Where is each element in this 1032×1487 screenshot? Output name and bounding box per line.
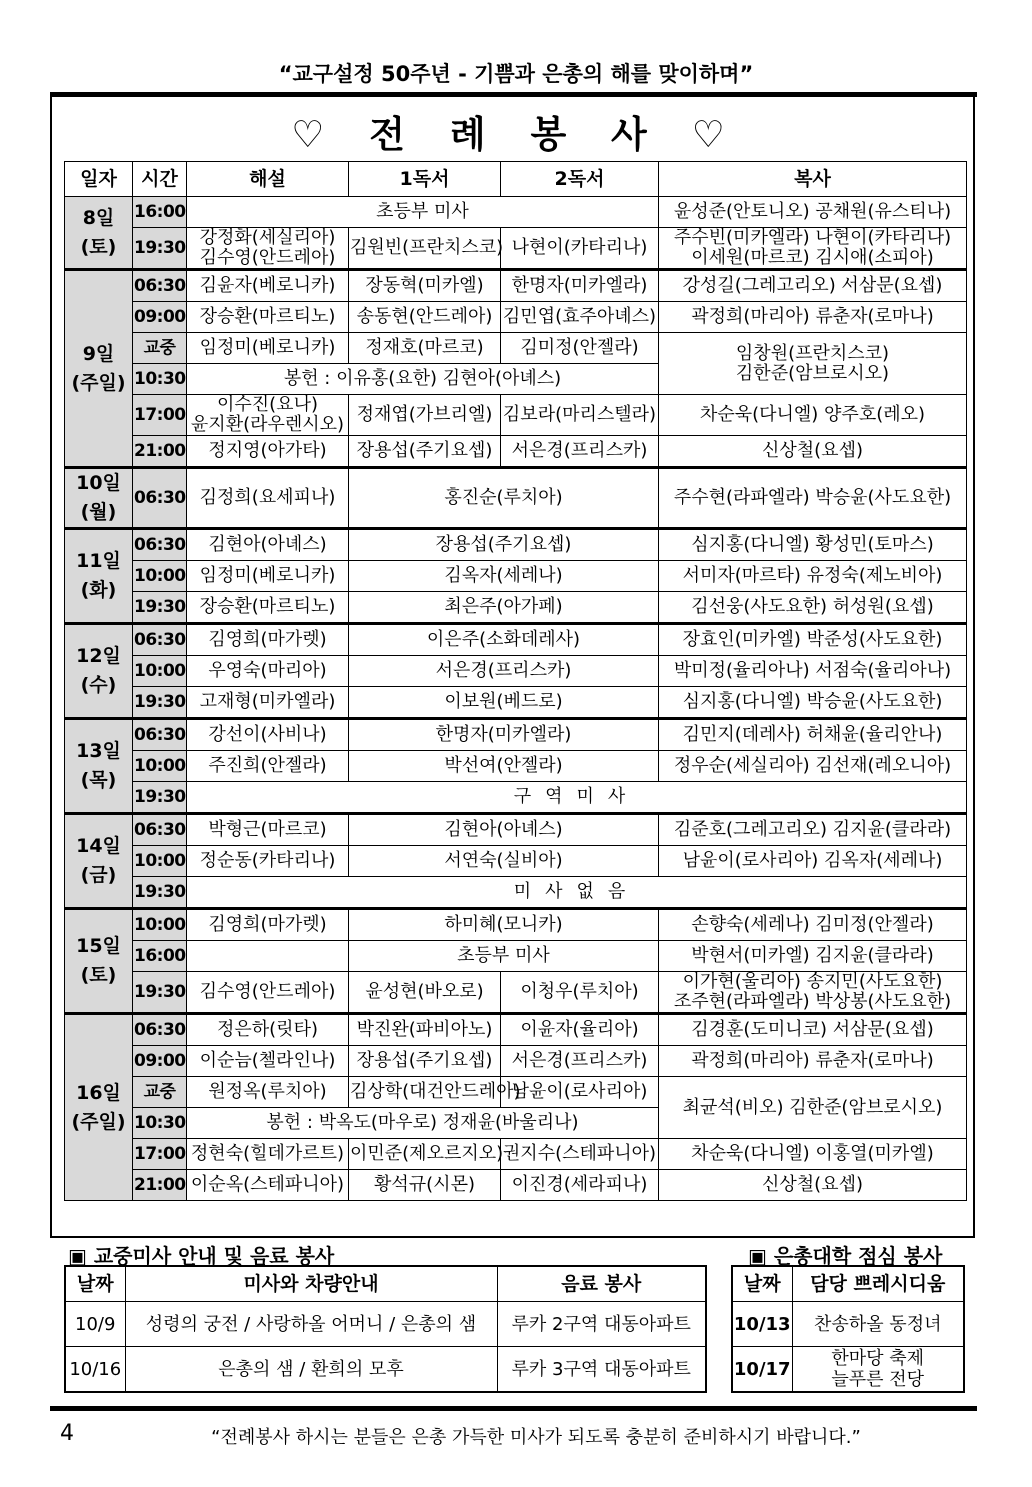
time-cell: 06:30 (133, 529, 187, 561)
date-cell: 16일 (주일) (65, 1014, 133, 1201)
server-cell: 주수현(라파엘라) 박승윤(사도요한) (659, 468, 967, 529)
time-cell: 19:30 (133, 782, 187, 814)
schedule-row (65, 1139, 967, 1170)
mass-info-table (64, 1265, 707, 1393)
header-reading1: 1독서 (349, 162, 501, 197)
schedule-row (65, 941, 967, 972)
schedule-row (65, 877, 967, 909)
commentator-cell: 정현숙(힐데가르트) (187, 1139, 349, 1170)
commentator-cell: 원정옥(루치아) (187, 1077, 349, 1108)
schedule-row (65, 333, 967, 364)
time-cell: 17:00 (133, 1139, 187, 1170)
time-cell: 06:30 (133, 270, 187, 302)
commentator-cell: 우영숙(마리아) (187, 656, 349, 687)
time-cell: 06:30 (133, 1014, 187, 1046)
commentator-cell: 임정미(베로니카) (187, 333, 349, 364)
reading2-cell: 김보라(마리스텔라) (501, 395, 659, 436)
commentator-cell: 김영희(마가렛) (187, 624, 349, 656)
schedule-row (65, 846, 967, 877)
server-cell: 최균석(비오) 김한준(암브로시오) (659, 1077, 967, 1139)
mass-header-date: 날짜 (65, 1266, 125, 1302)
date-cell: 10일 (월) (65, 468, 133, 529)
server-cell: 임창원(프란치스코) 김한준(암브로시오) (659, 333, 967, 395)
commentator-cell: 고재형(미카엘라) (187, 687, 349, 719)
reading2-cell: 이윤자(율리아) (501, 1014, 659, 1046)
schedule-row (65, 751, 967, 782)
time-cell: 10:00 (133, 846, 187, 877)
time-cell: 19:30 (133, 592, 187, 624)
header-motto: “교구설정 50주년 - 기쁨과 은총의 해를 맞이하며” (278, 62, 754, 86)
commentator-cell: 김수영(안드레아) (187, 972, 349, 1014)
server-cell: 정우순(세실리아) 김선재(레오니아) (659, 751, 967, 782)
date-cell: 14일 (금) (65, 814, 133, 909)
reading2-cell: 김미정(안젤라) (501, 333, 659, 364)
reading-cell: 초등부 미사 (349, 941, 659, 972)
schedule-row (65, 1014, 967, 1046)
time-cell: 09:00 (133, 302, 187, 333)
offering-cell: 봉헌 : 이유홍(요한) 김현아(아녜스) (187, 364, 659, 395)
schedule-row (65, 1077, 967, 1108)
bottom-rule (50, 1406, 977, 1411)
time-cell: 21:00 (133, 436, 187, 468)
schedule-row (65, 719, 967, 751)
schedule-row (65, 592, 967, 624)
reading2-cell: 권지수(스테파니아) (501, 1139, 659, 1170)
commentator-cell: 임정미(베로니카) (187, 561, 349, 592)
time-cell: 10:00 (133, 561, 187, 592)
time-cell: 10:00 (133, 656, 187, 687)
server-cell: 김선웅(사도요한) 허성원(요셉) (659, 592, 967, 624)
reading2-cell: 김민엽(효주아녜스) (501, 302, 659, 333)
mass-header-drink: 음료 봉사 (497, 1266, 706, 1302)
date-cell: 15일 (토) (65, 909, 133, 1014)
schedule-row (65, 814, 967, 846)
time-cell: 09:00 (133, 1046, 187, 1077)
schedule-row (65, 197, 967, 228)
lunch-group: 찬송하올 동정녀 (792, 1302, 964, 1347)
commentator-cell: 정은하(릿타) (187, 1014, 349, 1046)
time-cell: 16:00 (133, 941, 187, 972)
reading1-cell: 윤성현(바오로) (349, 972, 501, 1014)
reading-cell: 박선여(안젤라) (349, 751, 659, 782)
lunch-header-date: 날짜 (732, 1266, 792, 1302)
reading-cell: 김현아(아녜스) (349, 814, 659, 846)
schedule-row (65, 302, 967, 333)
time-cell: 10:30 (133, 1108, 187, 1139)
reading-cell: 이은주(소화데레사) (349, 624, 659, 656)
lunch-title: ▣ 은총대학 점심 봉사 (748, 1244, 943, 1268)
server-cell: 주수빈(미카엘라) 나현이(카타리나) 이세원(마르코) 김시애(소피아) (659, 228, 967, 270)
lunch-row (732, 1347, 964, 1393)
reading1-cell: 송동현(안드레아) (349, 302, 501, 333)
footer-note: “전례봉사 하시는 분들은 은총 가득한 미사가 되도록 충분히 준비하시기 바랍니다.” (211, 1427, 861, 1448)
time-cell: 교중 (133, 333, 187, 364)
reading1-cell: 이민준(제오르지오) (349, 1139, 501, 1170)
date-cell: 12일 (수) (65, 624, 133, 719)
schedule-row (65, 436, 967, 468)
lunch-row (732, 1302, 964, 1347)
server-cell: 김민지(데레사) 허채윤(율리안나) (659, 719, 967, 751)
header-reading2: 2독서 (501, 162, 659, 197)
server-cell: 신상철(요셉) (659, 436, 967, 468)
reading2-cell: 한명자(미카엘라) (501, 270, 659, 302)
time-cell: 교중 (133, 1077, 187, 1108)
liturgy-schedule-table (64, 161, 967, 1201)
schedule-header-row (65, 162, 967, 197)
server-cell: 윤성준(안토니오) 공채원(유스티나) (659, 197, 967, 228)
notice-cell: 구역미사 (187, 782, 967, 814)
schedule-row (65, 228, 967, 270)
header-commentator: 해설 (187, 162, 349, 197)
reading2-cell: 남윤이(로사리아) (501, 1077, 659, 1108)
server-cell: 박미정(율리아나) 서점숙(율리아나) (659, 656, 967, 687)
reading-cell: 최은주(아가페) (349, 592, 659, 624)
commentator-cell: 장승환(마르티노) (187, 302, 349, 333)
time-cell: 19:30 (133, 228, 187, 270)
date-cell: 9일 (주일) (65, 270, 133, 468)
mass-guide: 은총의 샘 / 환희의 모후 (125, 1347, 497, 1393)
schedule-row (65, 468, 967, 529)
schedule-row (65, 687, 967, 719)
schedule-row (65, 972, 967, 1014)
reading1-cell: 김상학(대건안드레아) (349, 1077, 501, 1108)
reading2-cell: 서은경(프리스카) (501, 436, 659, 468)
reading1-cell: 장동혁(미카엘) (349, 270, 501, 302)
time-cell: 06:30 (133, 468, 187, 529)
notice-cell: 미사없음 (187, 877, 967, 909)
schedule-row (65, 782, 967, 814)
commentator-cell: 정순동(카타리나) (187, 846, 349, 877)
mass-info-header-row (65, 1266, 706, 1302)
commentator-cell: 박형근(마르코) (187, 814, 349, 846)
schedule-row (65, 909, 967, 941)
server-cell: 차순욱(다니엘) 양주호(레오) (659, 395, 967, 436)
commentator-cell: 이수진(요나) 윤지환(라우렌시오) (187, 395, 349, 436)
time-cell: 19:30 (133, 687, 187, 719)
commentator-cell: 정지영(아가타) (187, 436, 349, 468)
reading1-cell: 장용섭(주기요셉) (349, 1046, 501, 1077)
lunch-table (731, 1265, 965, 1393)
reading1-cell: 정재엽(가브리엘) (349, 395, 501, 436)
header-server: 복사 (659, 162, 967, 197)
schedule-row (65, 1170, 967, 1201)
mass-info-row (65, 1302, 706, 1347)
header-date: 일자 (65, 162, 133, 197)
commentator-cell: 김윤자(베로니카) (187, 270, 349, 302)
reading-cell: 장용섭(주기요셉) (349, 529, 659, 561)
lunch-header-group: 담당 쁘레시디움 (792, 1266, 964, 1302)
lunch-header-row (732, 1266, 964, 1302)
server-cell: 남윤이(로사리아) 김옥자(세레나) (659, 846, 967, 877)
reading-cell: 서연숙(실비아) (349, 846, 659, 877)
lunch-group: 한마당 축제 늘푸른 전당 (792, 1347, 964, 1393)
time-cell: 10:30 (133, 364, 187, 395)
schedule-row (65, 1046, 967, 1077)
reading2-cell: 이청우(루치아) (501, 972, 659, 1014)
commentator-cell: 김영희(마가렛) (187, 909, 349, 941)
mass-header-guide: 미사와 차량안내 (125, 1266, 497, 1302)
mass-info-title: ▣ 교중미사 안내 및 음료 봉사 (68, 1244, 335, 1268)
reading2-cell: 이진경(세라피나) (501, 1170, 659, 1201)
server-cell: 강성길(그레고리오) 서삼문(요셉) (659, 270, 967, 302)
reading2-cell: 서은경(프리스카) (501, 1046, 659, 1077)
commentator-cell: 이순옥(스테파니아) (187, 1170, 349, 1201)
page-number: 4 (60, 1421, 74, 1446)
time-cell: 19:30 (133, 877, 187, 909)
commentator-cell: 강선이(사비나) (187, 719, 349, 751)
commentator-cell: 김현아(아녜스) (187, 529, 349, 561)
server-cell: 차순욱(다니엘) 이홍열(미카엘) (659, 1139, 967, 1170)
server-cell: 신상철(요셉) (659, 1170, 967, 1201)
schedule-row (65, 270, 967, 302)
header-time: 시간 (133, 162, 187, 197)
time-cell: 17:00 (133, 395, 187, 436)
reading-cell: 이보원(베드로) (349, 687, 659, 719)
mass-date: 10/9 (65, 1302, 125, 1347)
time-cell: 21:00 (133, 1170, 187, 1201)
date-cell: 8일 (토) (65, 197, 133, 270)
time-cell: 06:30 (133, 814, 187, 846)
reading1-cell: 박진완(파비아노) (349, 1014, 501, 1046)
reading-cell: 한명자(미카엘라) (349, 719, 659, 751)
time-cell: 16:00 (133, 197, 187, 228)
server-cell: 심지홍(다니엘) 박승윤(사도요한) (659, 687, 967, 719)
mass-drink: 루카 2구역 대동아파트 (497, 1302, 706, 1347)
schedule-row (65, 561, 967, 592)
mass-info-row (65, 1347, 706, 1393)
commentator-cell: 주진희(안젤라) (187, 751, 349, 782)
reading1-cell: 황석규(시몬) (349, 1170, 501, 1201)
server-cell: 박현서(미카엘) 김지윤(클라라) (659, 941, 967, 972)
schedule-row (65, 624, 967, 656)
reading1-cell: 정재호(마르코) (349, 333, 501, 364)
schedule-row (65, 395, 967, 436)
server-cell: 이가현(울리아) 송지민(사도요한) 조주현(라파엘라) 박상봉(사도요한) (659, 972, 967, 1014)
commentator-cell: 김정희(요세피나) (187, 468, 349, 529)
reading-cell: 서은경(프리스카) (349, 656, 659, 687)
commentator-cell: 장승환(마르티노) (187, 592, 349, 624)
server-cell: 김경훈(도미니코) 서삼문(요셉) (659, 1014, 967, 1046)
mass-date: 10/16 (65, 1347, 125, 1393)
lunch-date: 10/13 (732, 1302, 792, 1347)
time-cell: 19:30 (133, 972, 187, 1014)
server-cell: 장효인(미카엘) 박준성(사도요한) (659, 624, 967, 656)
time-cell: 06:30 (133, 624, 187, 656)
server-cell: 김준호(그레고리오) 김지윤(클라라) (659, 814, 967, 846)
reading-cell: 김옥자(세레나) (349, 561, 659, 592)
schedule-row (65, 529, 967, 561)
reading2-cell: 나현이(카타리나) (501, 228, 659, 270)
server-cell: 심지홍(다니엘) 황성민(토마스) (659, 529, 967, 561)
commentator-cell: 이순늠(첼라인나) (187, 1046, 349, 1077)
commentator-cell: 강정화(세실리아) 김수영(안드레아) (187, 228, 349, 270)
lunch-date: 10/17 (732, 1347, 792, 1393)
time-cell: 06:30 (133, 719, 187, 751)
time-cell: 10:00 (133, 751, 187, 782)
page-title: ♡ 전 례 봉 사 ♡ (291, 113, 741, 156)
mass-drink: 루카 3구역 대동아파트 (497, 1347, 706, 1393)
commentator-cell (187, 941, 349, 972)
mass-note-cell: 초등부 미사 (187, 197, 659, 228)
server-cell: 서미자(마르타) 유정숙(제노비아) (659, 561, 967, 592)
server-cell: 손향숙(세레나) 김미정(안젤라) (659, 909, 967, 941)
date-cell: 13일 (목) (65, 719, 133, 814)
reading1-cell: 김원빈(프란치스코) (349, 228, 501, 270)
time-cell: 10:00 (133, 909, 187, 941)
schedule-row (65, 656, 967, 687)
reading-cell: 하미혜(모니카) (349, 909, 659, 941)
mass-guide: 성령의 궁전 / 사랑하올 어머니 / 은총의 샘 (125, 1302, 497, 1347)
server-cell: 곽정희(마리아) 류춘자(로마나) (659, 1046, 967, 1077)
date-cell: 11일 (화) (65, 529, 133, 624)
reading1-cell: 장용섭(주기요셉) (349, 436, 501, 468)
reading-cell: 홍진순(루치아) (349, 468, 659, 529)
offering-cell: 봉헌 : 박옥도(마우로) 정재윤(바울리나) (187, 1108, 659, 1139)
schedule-body (65, 197, 967, 1201)
server-cell: 곽정희(마리아) 류춘자(로마나) (659, 302, 967, 333)
